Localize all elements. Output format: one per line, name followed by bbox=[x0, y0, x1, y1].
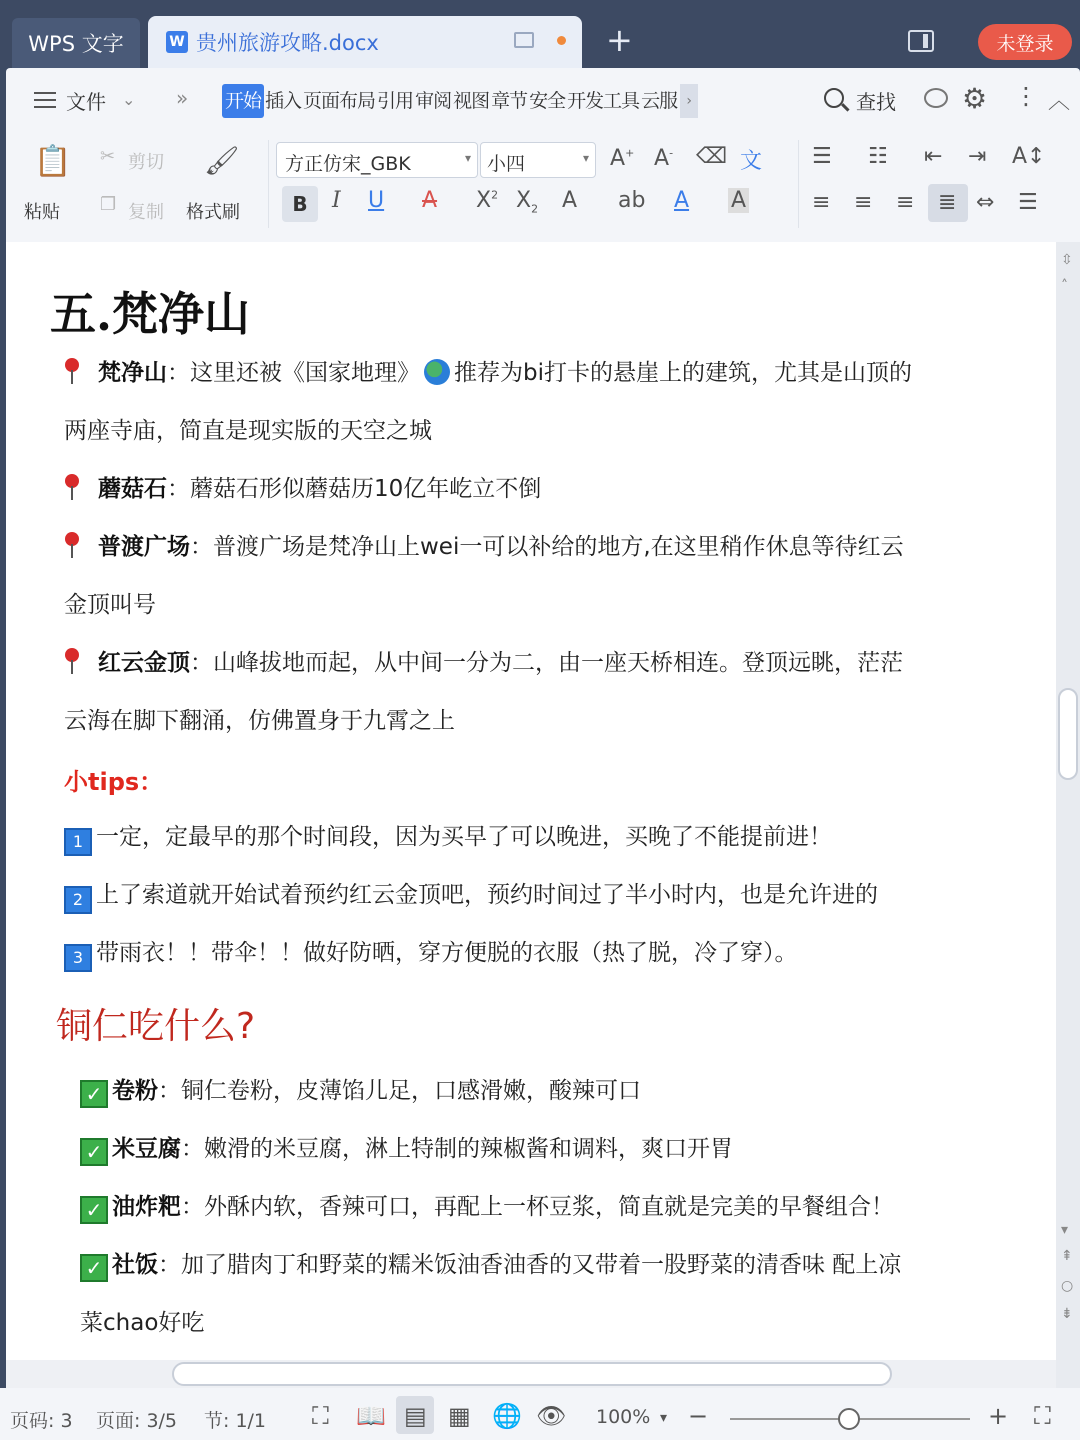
reading-view-icon[interactable]: 📖 bbox=[356, 1402, 386, 1430]
strikethrough-button[interactable]: A bbox=[422, 188, 438, 213]
document-tab-title: 贵州旅游攻略.docx bbox=[196, 31, 379, 55]
zoom-level[interactable]: 100% bbox=[596, 1406, 651, 1428]
superscript-button[interactable]: $X^2$ bbox=[476, 188, 499, 213]
copy-button[interactable]: 复制 bbox=[128, 202, 164, 223]
horizontal-scroll-thumb[interactable] bbox=[172, 1362, 892, 1386]
tab-page-layout[interactable]: 页面布局 bbox=[303, 90, 376, 112]
page-view-icon[interactable]: ▤ bbox=[404, 1402, 427, 1430]
food-title: 油炸粑 bbox=[112, 1194, 181, 1220]
zoom-out-icon[interactable]: − bbox=[688, 1402, 709, 1430]
attraction-continuation: 金顶叫号 bbox=[64, 592, 156, 618]
ribbon-tabs bbox=[222, 84, 698, 118]
tip-item bbox=[64, 934, 798, 972]
tip-text: 一定，定最早的那个时间段，因为买早了可以晚进，买晚了不能提前进！ bbox=[96, 824, 832, 850]
increase-indent-icon[interactable]: ⇥ bbox=[968, 144, 987, 169]
attraction-item bbox=[64, 354, 912, 387]
new-tab-button[interactable]: + bbox=[606, 21, 633, 59]
comment-icon[interactable] bbox=[924, 88, 948, 108]
toolbar-divider bbox=[268, 140, 269, 228]
food-text: ：外酥内软，香辣可口，再配上一杯豆浆，简直就是完美的早餐组合！ bbox=[181, 1194, 894, 1220]
justify-icon: ≣ bbox=[938, 190, 957, 215]
horizontal-scrollbar[interactable] bbox=[6, 1360, 1056, 1388]
tips-label: 小tips： bbox=[64, 768, 164, 796]
attraction-item bbox=[64, 528, 904, 561]
food-item bbox=[80, 1188, 894, 1224]
status-bar bbox=[0, 1388, 1080, 1440]
outline-view-icon[interactable]: ▦ bbox=[448, 1402, 471, 1430]
char-shading-icon[interactable]: A bbox=[728, 188, 749, 213]
hamburger-icon[interactable] bbox=[34, 92, 56, 108]
align-right-icon[interactable]: ≡ bbox=[896, 190, 915, 215]
vertical-scroll-thumb[interactable] bbox=[1058, 688, 1078, 780]
food-item bbox=[80, 1246, 901, 1282]
tab-home[interactable]: 开始 bbox=[222, 84, 264, 118]
bullet-list-icon[interactable]: ☰ bbox=[812, 144, 832, 169]
monitor-icon[interactable] bbox=[514, 32, 534, 48]
scroll-up-icon[interactable]: ˄ bbox=[1061, 278, 1068, 294]
search-label[interactable]: 查找 bbox=[856, 90, 896, 114]
format-painter-icon[interactable]: 🖌 bbox=[204, 144, 240, 177]
number-three-icon: 3 bbox=[64, 944, 92, 972]
gear-icon[interactable]: ⚙ bbox=[962, 82, 988, 115]
attraction-text: ：蘑菇石形似蘑菇历10亿年屹立不倒 bbox=[167, 476, 542, 502]
chevron-down-icon[interactable]: ⌄ bbox=[122, 90, 136, 109]
food-item bbox=[80, 1130, 733, 1166]
fit-window-icon[interactable]: ⛶ bbox=[1034, 1402, 1051, 1430]
tabs-scroll-right-icon[interactable]: › bbox=[680, 84, 698, 118]
tab-review[interactable]: 审阅 bbox=[415, 90, 452, 112]
distributed-align-icon[interactable]: ⇔ bbox=[976, 190, 995, 215]
cut-button[interactable]: 剪切 bbox=[128, 152, 164, 173]
browse-object-icon[interactable]: ○ bbox=[1061, 1278, 1074, 1294]
font-family-select[interactable] bbox=[276, 142, 478, 178]
web-view-icon[interactable]: 🌐 bbox=[492, 1402, 522, 1430]
align-center-icon[interactable]: ≡ bbox=[854, 190, 873, 215]
food-text: ：铜仁卷粉，皮薄馅儿足，口感滑嫩，酸辣可口 bbox=[158, 1078, 641, 1104]
font-family-value: 方正仿宋_GBK bbox=[285, 153, 411, 175]
tab-developer[interactable]: 开发工具 bbox=[567, 90, 640, 112]
more-options-icon[interactable]: ⋮ bbox=[1014, 82, 1038, 110]
pin-icon bbox=[64, 358, 80, 384]
numbered-list-icon[interactable]: ☷ bbox=[868, 144, 888, 169]
paste-button[interactable]: 粘贴 bbox=[24, 202, 60, 223]
title-bar bbox=[0, 0, 1080, 68]
previous-page-icon[interactable]: ⇞ bbox=[1061, 1248, 1073, 1264]
tab-chapter[interactable]: 章节 bbox=[491, 90, 528, 112]
file-menu[interactable]: 文件 bbox=[66, 90, 106, 114]
pin-icon bbox=[64, 532, 80, 558]
text-effect-icon[interactable]: A bbox=[562, 188, 578, 213]
chevron-down-icon[interactable]: ▾ bbox=[582, 151, 589, 165]
pin-icon bbox=[64, 648, 80, 674]
eye-protection-icon[interactable]: 👁 bbox=[536, 1402, 567, 1430]
check-mark-icon: ✓ bbox=[80, 1196, 108, 1224]
food-title: 社饭 bbox=[112, 1252, 158, 1278]
food-text: ：加了腊肉丁和野菜的糯米饭油香油香的又带着一股野菜的清香味 配上凉 bbox=[158, 1252, 902, 1278]
section-count[interactable]: 节: 1/1 bbox=[204, 1410, 267, 1432]
eraser-icon[interactable]: ⌫ bbox=[696, 144, 728, 169]
food-heading: 铜仁吃什么? bbox=[56, 1006, 256, 1047]
attraction-title: 普渡广场 bbox=[98, 534, 190, 560]
check-mark-icon: ✓ bbox=[80, 1138, 108, 1166]
line-spacing-icon[interactable]: ☰ bbox=[1018, 190, 1038, 215]
grow-font-icon[interactable]: A+ bbox=[610, 146, 635, 171]
home-toolbar bbox=[6, 132, 1080, 242]
pinyin-guide-icon[interactable]: 文 bbox=[740, 149, 763, 174]
ruler-toggle-icon[interactable]: ⇳ bbox=[1061, 252, 1073, 268]
copy-icon: ❐ bbox=[100, 194, 117, 215]
attraction-text-continued: 推荐为bi打卡的悬崖上的建筑，尤其是山顶的 bbox=[454, 360, 912, 386]
fullscreen-icon[interactable]: ⛶ bbox=[312, 1402, 329, 1430]
food-item bbox=[80, 1072, 641, 1108]
tab-references[interactable]: 引用 bbox=[377, 90, 414, 112]
font-size-select[interactable] bbox=[480, 142, 596, 178]
document-tab[interactable] bbox=[148, 16, 582, 68]
tip-text: 上了索道就开始试着预约红云金顶吧，预约时间过了半小时内，也是允许进的 bbox=[96, 882, 878, 908]
globe-icon bbox=[424, 359, 450, 385]
font-size-value: 小四 bbox=[487, 153, 526, 175]
number-one-icon: 1 bbox=[64, 828, 92, 856]
chevron-down-icon[interactable]: ▾ bbox=[660, 1410, 668, 1426]
tab-cloud[interactable]: 云服 bbox=[641, 90, 678, 112]
italic-button[interactable]: I bbox=[332, 188, 341, 213]
unsaved-dot-icon bbox=[557, 36, 566, 45]
tip-item bbox=[64, 876, 878, 914]
number-two-icon: 2 bbox=[64, 886, 92, 914]
next-page-icon[interactable]: ⇟ bbox=[1061, 1306, 1073, 1322]
double-chevron-icon[interactable]: » bbox=[176, 86, 189, 110]
sort-icon[interactable]: A↕ bbox=[1012, 144, 1046, 169]
pin-icon bbox=[64, 474, 80, 500]
check-mark-icon: ✓ bbox=[80, 1254, 108, 1282]
attraction-title: 梵净山 bbox=[98, 360, 167, 386]
food-title: 卷粉 bbox=[112, 1078, 158, 1104]
subscript-button[interactable]: $X_2$ bbox=[516, 188, 539, 216]
food-text: ：嫩滑的米豆腐，淋上特制的辣椒酱和调料，爽口开胃 bbox=[181, 1136, 733, 1162]
shrink-font-icon[interactable]: A- bbox=[654, 146, 674, 171]
scissors-icon: ✂ bbox=[100, 146, 116, 167]
scroll-down-icon[interactable]: ▾ bbox=[1061, 1222, 1069, 1238]
attraction-continuation: 两座寺庙，简直是现实版的天空之城 bbox=[64, 418, 432, 444]
document-page[interactable] bbox=[6, 242, 1056, 1360]
page-number[interactable]: 页码: 3 bbox=[10, 1410, 73, 1432]
tab-insert[interactable]: 插入 bbox=[265, 90, 302, 112]
food-title: 米豆腐 bbox=[112, 1136, 181, 1162]
toolbar-divider bbox=[798, 140, 799, 228]
vertical-scrollbar[interactable] bbox=[1056, 242, 1080, 1360]
attraction-text: ：这里还被《国家地理》 bbox=[167, 360, 420, 386]
attraction-title: 红云金顶 bbox=[98, 650, 190, 676]
word-doc-icon: W bbox=[166, 31, 188, 53]
scrollbar-corner bbox=[1056, 1360, 1080, 1388]
attraction-text: ：普渡广场是梵净山上wei一可以补给的地方,在这里稍作休息等待红云 bbox=[190, 534, 904, 560]
ribbon bbox=[6, 68, 1080, 242]
search-icon[interactable] bbox=[824, 88, 844, 108]
tab-view[interactable]: 视图 bbox=[453, 90, 490, 112]
app-tab[interactable]: WPS 文字 bbox=[12, 18, 140, 68]
bold-button[interactable]: B bbox=[282, 186, 318, 222]
chevron-down-icon[interactable]: ▾ bbox=[464, 151, 471, 165]
zoom-slider-knob[interactable] bbox=[838, 1408, 860, 1430]
page-count[interactable]: 页面: 3/5 bbox=[96, 1410, 178, 1432]
align-left-icon[interactable]: ≡ bbox=[812, 190, 831, 215]
format-painter-button[interactable]: 格式刷 bbox=[186, 202, 240, 223]
font-color-icon[interactable]: A bbox=[674, 188, 690, 213]
attraction-item bbox=[64, 644, 903, 677]
decrease-indent-icon[interactable]: ⇤ bbox=[924, 144, 943, 169]
sidebar-toggle-icon[interactable] bbox=[908, 30, 934, 52]
collapse-ribbon-icon[interactable]: ︿ bbox=[1048, 89, 1071, 114]
tip-item bbox=[64, 818, 832, 856]
check-mark-icon: ✓ bbox=[80, 1080, 108, 1108]
attraction-item bbox=[64, 470, 541, 503]
highlight-icon[interactable]: ab bbox=[618, 188, 646, 213]
attraction-continuation: 云海在脚下翻涌，仿佛置身于九霄之上 bbox=[64, 708, 455, 734]
attraction-title: 蘑菇石 bbox=[98, 476, 167, 502]
tab-security[interactable]: 安全 bbox=[529, 90, 566, 112]
ribbon-menu-row bbox=[6, 68, 1080, 132]
attraction-text: ：山峰拔地而起，从中间一分为二，由一座天桥相连。登顶远眺，茫茫 bbox=[190, 650, 903, 676]
login-button[interactable]: 未登录 bbox=[978, 24, 1072, 60]
paste-icon[interactable]: 📋 bbox=[34, 144, 72, 179]
underline-button[interactable]: U bbox=[368, 188, 385, 213]
food-continuation: 菜chao好吃 bbox=[80, 1310, 205, 1336]
section-heading: 五.梵净山 bbox=[50, 287, 251, 341]
tip-text: 带雨衣！！带伞！！做好防晒，穿方便脱的衣服（热了脱，冷了穿）。 bbox=[96, 940, 798, 966]
zoom-in-icon[interactable]: + bbox=[988, 1402, 1009, 1430]
